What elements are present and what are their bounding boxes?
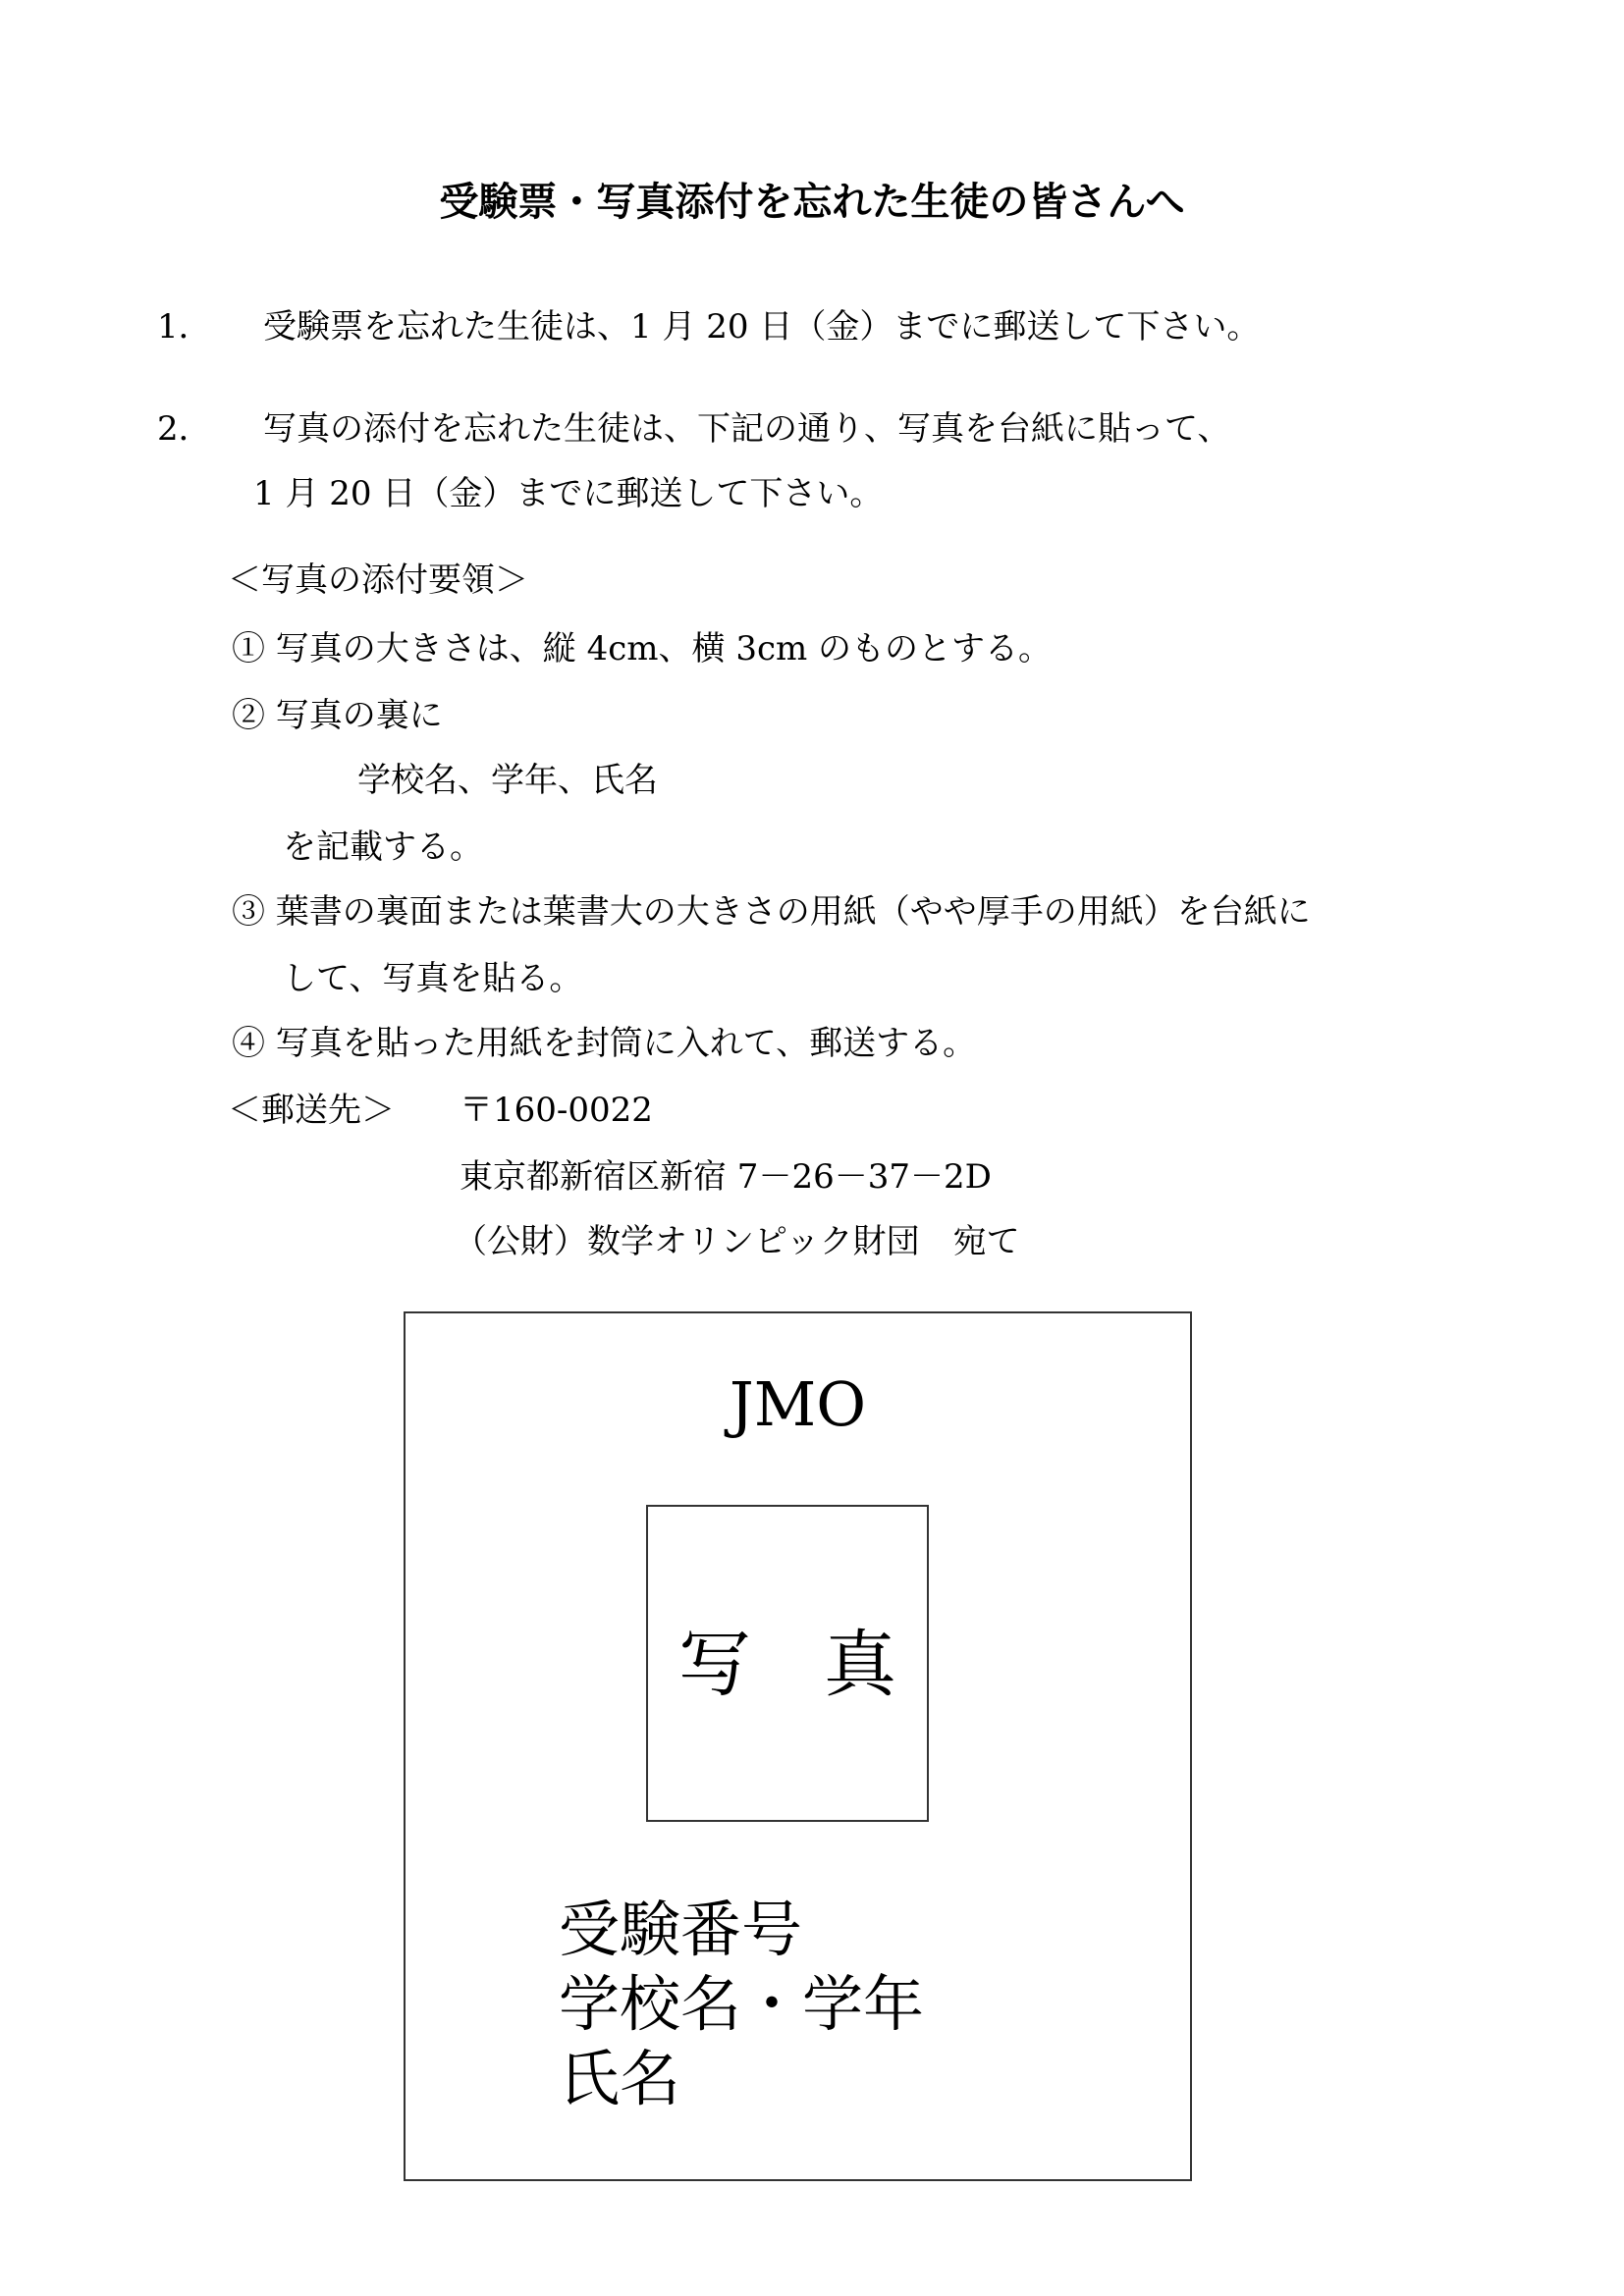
guideline-step-4: ④ 写真を貼った用紙を封筒に入れて、郵送する。 (232, 1024, 977, 1063)
card-field-name: 氏名 (559, 2043, 681, 2114)
card-field-school-grade: 学校名・学年 (559, 1968, 925, 2040)
card-header: JMO (729, 1368, 867, 1440)
mailing-postal-code: 〒160-0022 (460, 1091, 653, 1130)
card-fields (559, 1893, 924, 2116)
guideline-step-3-line2: して、写真を貼る。 (283, 959, 583, 998)
mailing-address: 東京都新宿区新宿 7－26－37－2D (460, 1157, 992, 1197)
mailing-recipient: （公財）数学オリンピック財団 宛て (454, 1222, 1020, 1261)
guideline-step-2-end: を記載する。 (283, 828, 483, 867)
page-title: 受験票・写真添付を忘れた生徒の皆さんへ (439, 179, 1185, 225)
item-number-1: 1． (157, 307, 212, 347)
sample-card (404, 1311, 1192, 2181)
item-number-2: 2． (157, 409, 212, 449)
guideline-step-3-line1: ③ 葉書の裏面または葉書大の大きさの用紙（やや厚手の用紙）を台紙に (232, 892, 1311, 932)
guideline-step-2: ② 写真の裏に (232, 696, 443, 735)
item-2-text-line1: 写真の添付を忘れた生徒は、下記の通り、写真を台紙に貼って、 (263, 409, 1231, 449)
guideline-heading: ＜写真の添付要領＞ (228, 561, 528, 600)
item-2-text-line2: 1 月 20 日（金）までに郵送して下さい。 (253, 474, 884, 513)
card-field-exam-number: 受験番号 (559, 1894, 803, 1965)
item-1-text: 受験票を忘れた生徒は、1 月 20 日（金）までに郵送して下さい。 (263, 307, 1261, 347)
photo-placeholder (646, 1505, 929, 1822)
mailing-label: ＜郵送先＞ (228, 1091, 395, 1130)
guideline-step-1: ① 写真の大きさは、縦 4cm、横 3cm のものとする。 (232, 629, 1053, 668)
photo-label: 写 真 (678, 1623, 896, 1707)
guideline-step-2-detail: 学校名、学年、氏名 (357, 761, 658, 800)
